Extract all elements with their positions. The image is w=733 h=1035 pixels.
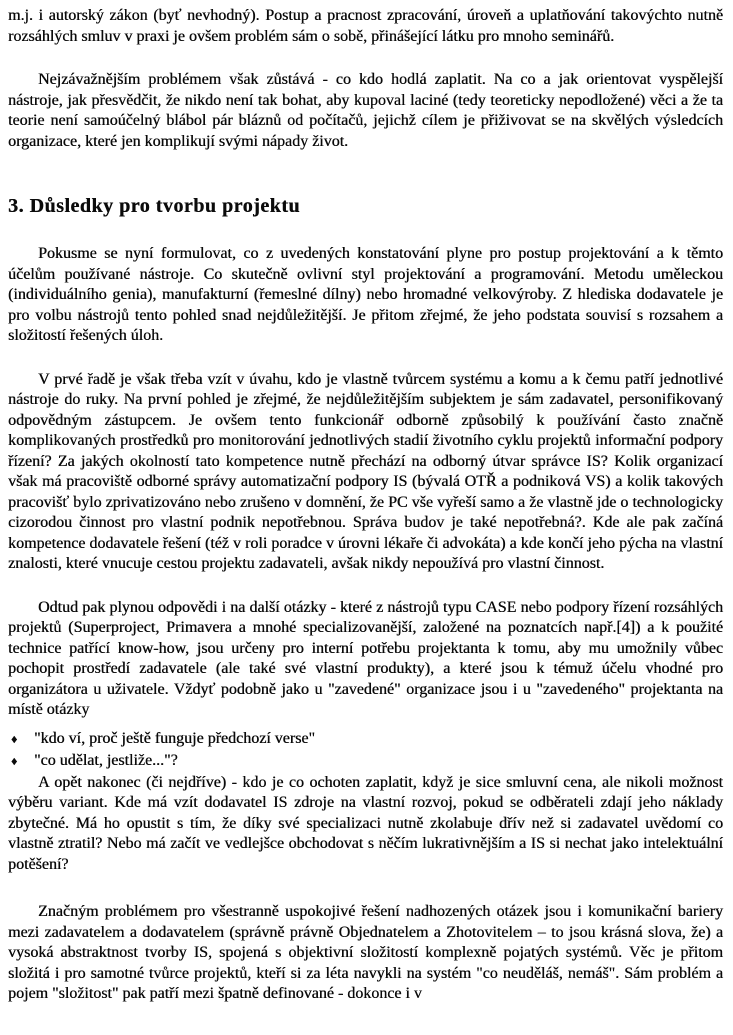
section-heading: 3. Důsledky pro tvorbu projektu bbox=[8, 195, 301, 217]
paragraph-formulation: Pokusme se nyní formulovat, co z uvedených konstatování plyne pro postup projektování a k těmto účelům používané nástroje. Co skutečně ovlivní styl projektování a programování. Metodu uměleckou (individuálního genia), manufakturní (řemeslné dílny) nebo hromadné velkovýroby. Z hlediska dodavatele je pro volbu nástrojů tento pohled snad nejdůležitější. Je přitom zřejmé, že jeho podstata souvisí s rozsahem a složitostí řešených úloh. bbox=[8, 245, 723, 344]
paragraph-payment-problem: Nejzávažnějším problémem však zůstává - co kdo hodlá zaplatit. Na co a jak orientovat vyspělejší nástroje, jak přesvědčit, že nikdo není tak bohat, aby kupoval laciné (tedy teoreticky nepodložené) věci a že ta teorie není samoúčelný blábol pár bláznů od počítačů, jejichž cílem je přiživovat se na skvělých výsledcích organizace, které jen komplikují svými nápady život. bbox=[8, 71, 723, 150]
paragraph-communication-barriers: Značným problémem pro všestranně uspokojivé řešení nadhozených otázek jsou i komunikační bariery mezi zadavatelem a dodavatelem (správně právně Objednatelem a Zhotovitelem – to jsou krásná slova, že) a vysoká abstraktnost tvorby IS, spojená s objektivní složitostí komplexně pojatých systémů. Věc je přitom složitá i pro samotné tvůrce projektů, kteří si za léta navykli na systém "co neuděláš, nemáš". Sám problém a pojem "složitost" pak patří mezi špatně definované - dokonce i v bbox=[8, 903, 723, 1002]
list-item bbox=[8, 750, 723, 772]
diamond-bullet-icon: ♦ bbox=[11, 731, 18, 746]
list-item bbox=[8, 728, 723, 750]
paragraph-who-pays: A opět nakonec (či nejdříve) - kdo je co ochoten zaplatit, když je sice smluvní cena, ale nikoli možnost výběru variant. Kde má vzít dodavatel IS zdroje na vlastní rozvoj, pokud se odběrateli zdají jeho náklady zbytečné. Má ho opustit s tím, že díky své specializaci nutně zkolabuje dřív než si zadavatel uvědomí co vlastně ztratil? Nebo má začít ve vedlejšce obchodovat s něčím lukrativnějším a IS si nechat jako intelektuální potěšení? bbox=[8, 773, 723, 873]
diamond-bullet-icon: ♦ bbox=[11, 753, 18, 768]
bullet-text: "co udělat, jestliže..."? bbox=[34, 751, 178, 769]
intro-paragraph: m.j. i autorský zákon (byť nevhodný). Postup a pracnost zpracování, úroveň a uplatňování takovýchto nutně rozsáhlých smluv v praxi je ovšem problém sám o sobě, přinášející látku pro mnoho seminářů. bbox=[8, 7, 723, 45]
paragraph-system-creator: V prvé řadě je však třeba vzít v úvahu, kdo je vlastně tvůrcem systému a komu a k čemu patří jednotlivé nástroje do ruky. Na první pohled je zřejmé, že nejdůležitějším subjektem je sám zadavatel, personifikovaný odpovědným zástupcem. Je ovšem tento funkcionář odborně způsobilý k používání často značně komplikovaných prostředků pro monitorování jednotlivých stadií životního cyklu projektů informační podpory řízení? Za jakých okolností tato kompetence nutně přechází na odborný útvar správce IS? Kolik organizací však má pracoviště odborné správy automatizační podpory IS (bývalá OTŘ a podniková VS) a kolik takových pracovišť bylo zprivatizováno nebo zrušeno v domnění, že PC vše vyřeší samo a že vlastně jde o technologicky cizorodou činnost pro vlastní podnik nepotřebnou. Správa budov je také nepotřebná?. Kde ale pak začíná kompetence dodavatele řešení (též v roli poradce v úrovni lékaře či advokáta) a kde končí jeho pýcha na vlastní znalosti, které vnucuje cestou projektu zadavateli, avšak nikdy nepoužívá pro vlastní činnost. bbox=[8, 370, 723, 572]
bullet-text: "kdo ví, proč ještě funguje předchozí verse" bbox=[34, 729, 315, 747]
question-bullet-list bbox=[8, 728, 723, 772]
paragraph-case-tools: Odtud pak plynou odpovědi i na další otázky - které z nástrojů typu CASE nebo podpory řízení rozsáhlých projektů (Superproject, Primavera a mnohé specializovanější, založené na poznatcích např.[4]) a k použité technice patřící know-how, jsou určeny pro interní potřebu projektanta k tomu, aby mu umožnily vůbec pochopit prostředí zadavatele (ale také své vlastní produkty), a které jsou k témuž účelu vhodné pro organizátora u uživatele. Vždyť podobně jako u "zavedené" organizace jsou i u "zavedeného" projektanta na místě otázky bbox=[8, 598, 723, 718]
